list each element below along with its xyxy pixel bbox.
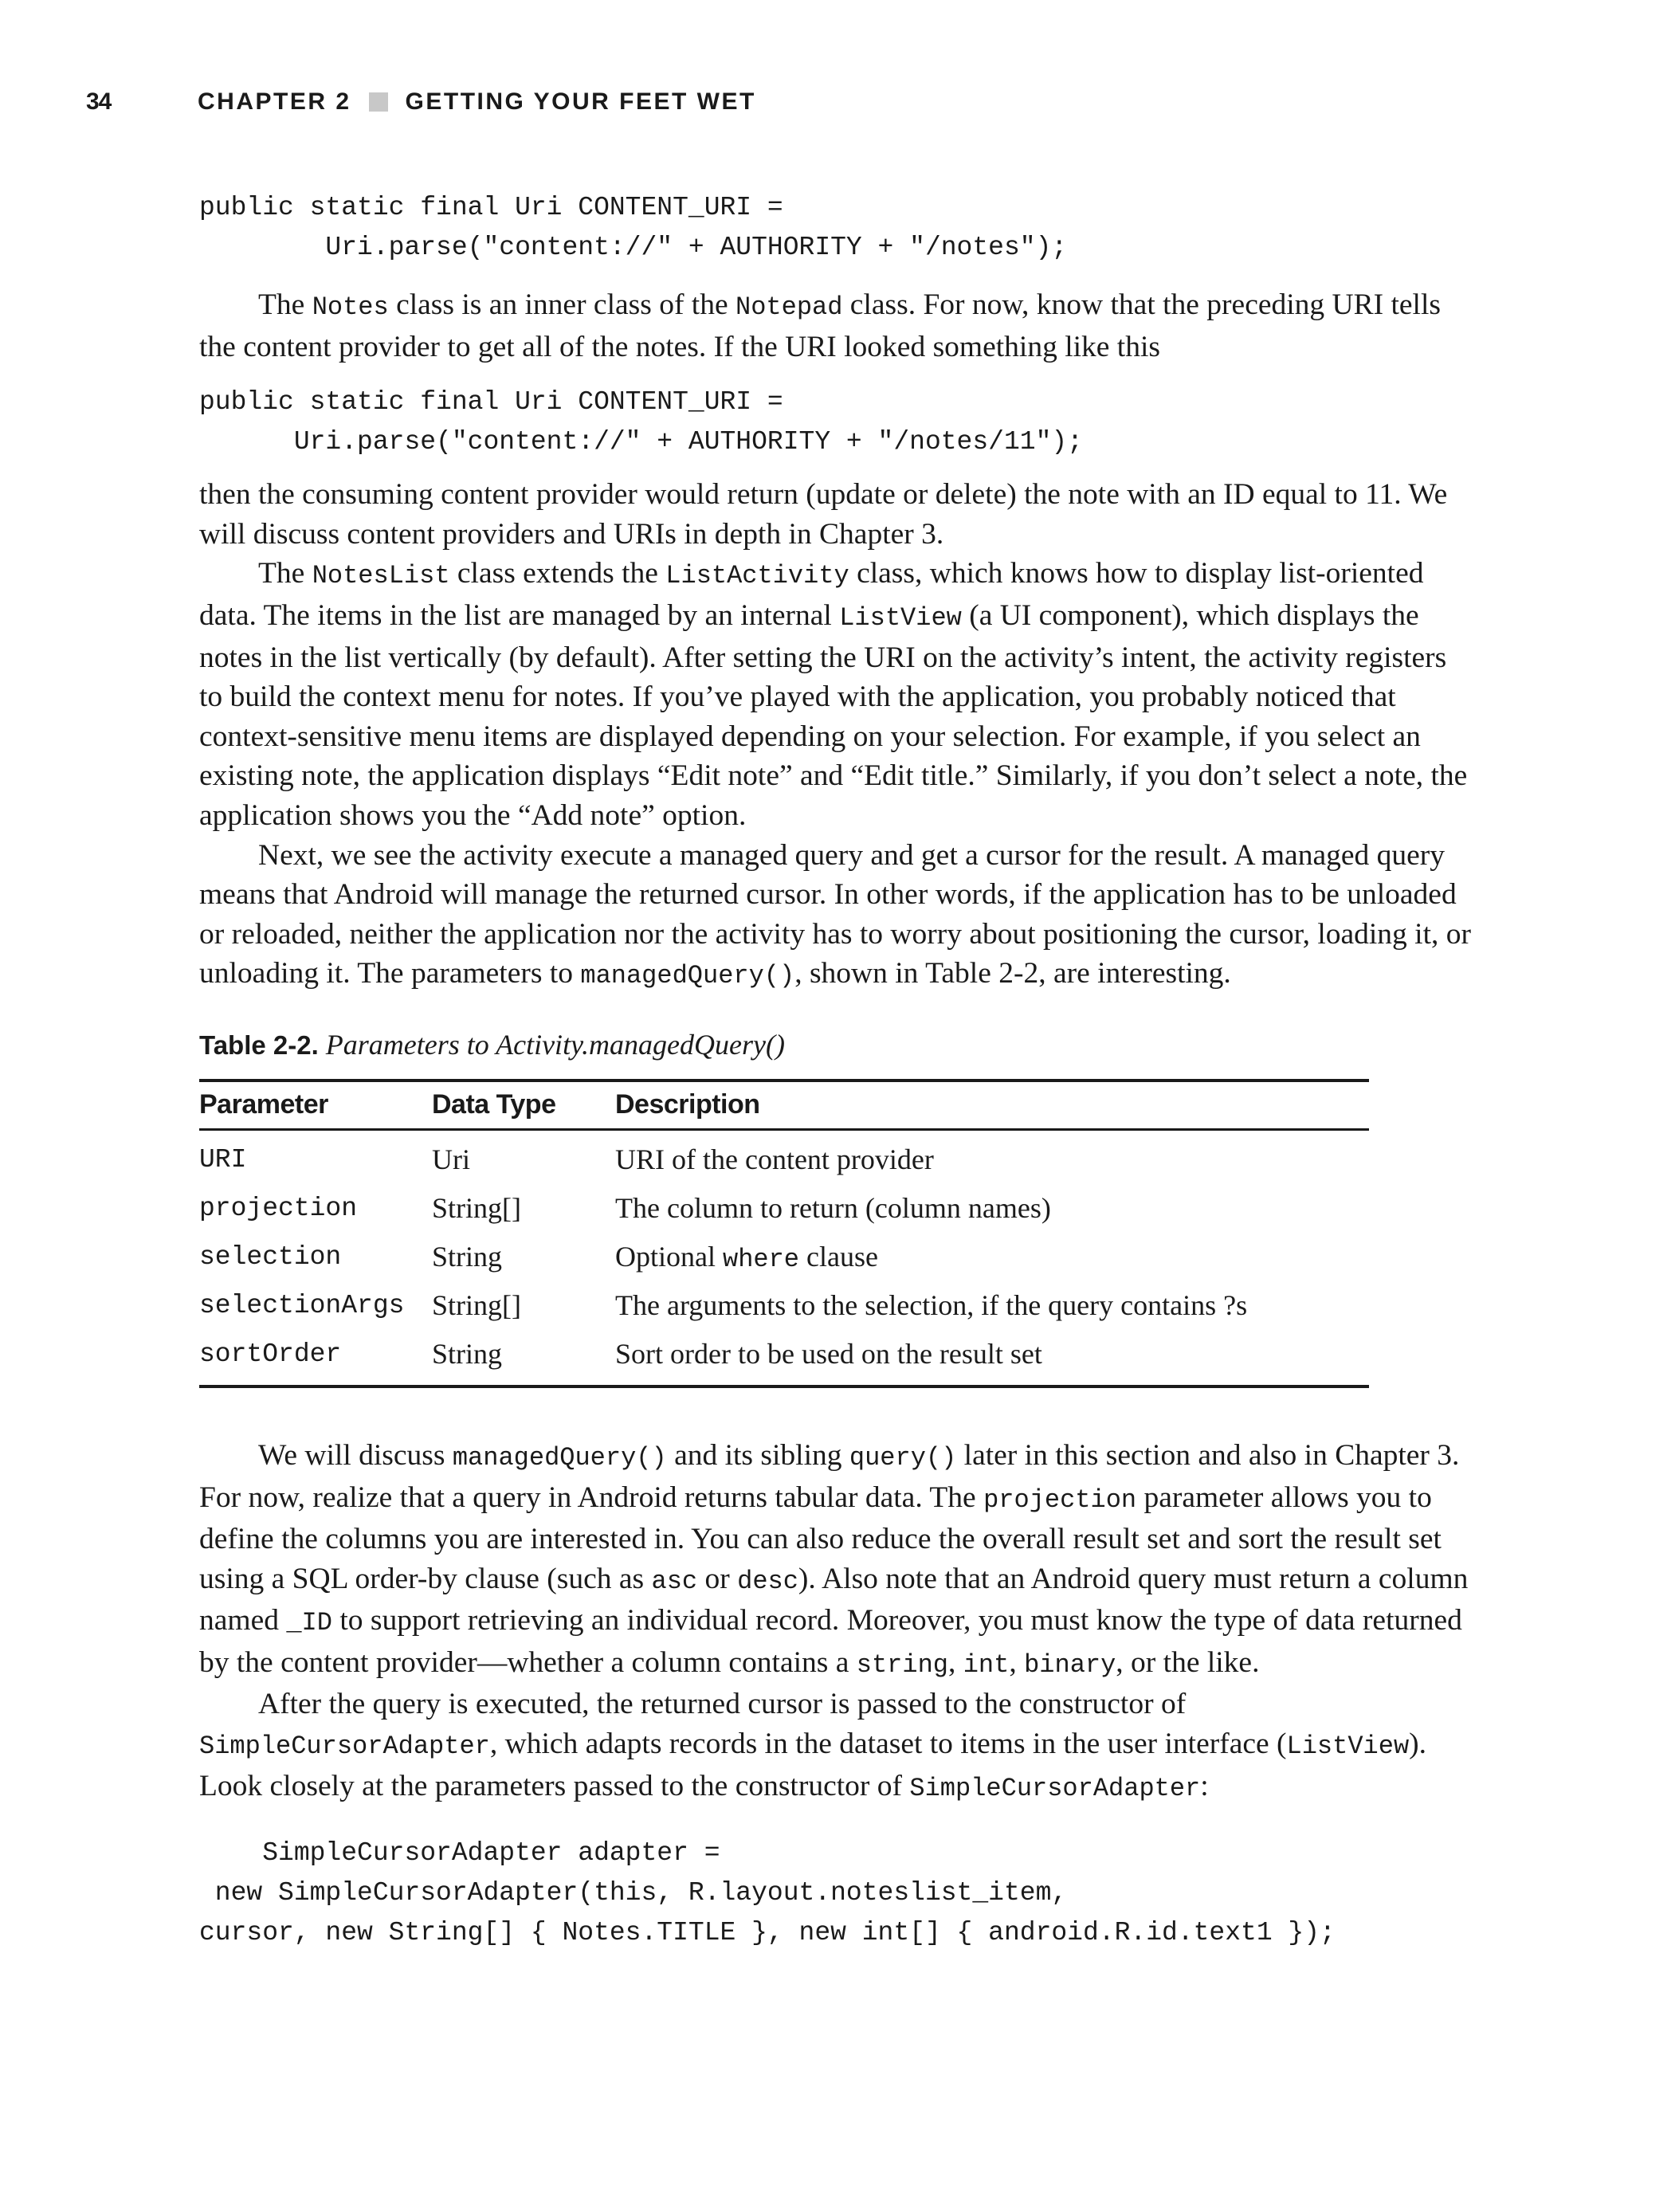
inline-code: string <box>856 1649 948 1680</box>
cell-parameter: selectionArgs <box>199 1290 405 1320</box>
code-line: Uri.parse("content://" + AUTHORITY + "/notes"); <box>199 233 1068 262</box>
text-run: After the query is executed, the returned cursor is passed to the constructor of <box>258 1688 1187 1721</box>
paragraph-notes-class <box>199 285 1474 367</box>
paragraph-noteslist <box>199 554 1474 835</box>
cell-parameter: sortOrder <box>199 1330 432 1386</box>
running-header <box>86 86 756 118</box>
text-run: , which adapts records in the dataset to items in the user interface ( <box>489 1728 1287 1761</box>
column-header-description: Description <box>615 1081 1369 1130</box>
inline-code: SimpleCursorAdapter <box>909 1773 1201 1803</box>
inline-code: ListActivity <box>665 561 849 591</box>
table-row <box>199 1233 1369 1281</box>
inline-code: NotesList <box>312 561 450 591</box>
inline-code: projection <box>983 1484 1137 1515</box>
paragraph-cursor-adapter <box>199 1684 1474 1808</box>
text-run: later in this section and also in Chapter 3. For now, realize that a query in Android returns tabular data. The <box>199 1438 1460 1514</box>
chapter-heading <box>198 88 756 116</box>
code-line: SimpleCursorAdapter adapter = <box>199 1838 720 1869</box>
cell-data-type: String <box>432 1241 503 1273</box>
paragraph-query-discussion <box>199 1436 1474 1685</box>
page-body <box>199 188 1474 1953</box>
code-line: new SimpleCursorAdapter(this, R.layout.noteslist_item, <box>199 1878 1068 1908</box>
cell-data-type: String <box>432 1330 615 1386</box>
text-run: to support retrieving an individual record. Moreover, you must know the type of data returned by the content provider—whether a column contains a <box>199 1604 1462 1679</box>
inline-code: binary <box>1024 1649 1116 1680</box>
table-caption-label: Table 2-2. <box>199 1030 319 1060</box>
inline-code: where <box>722 1244 799 1274</box>
inline-code: asc <box>651 1566 698 1596</box>
code-block-content-uri <box>199 188 1474 268</box>
code-block-content-uri-11 <box>199 382 1474 462</box>
text-run: and its sibling <box>666 1438 849 1472</box>
table-row <box>199 1184 1369 1233</box>
text-run: class extends the <box>449 557 666 590</box>
inline-code: query() <box>849 1442 957 1473</box>
text-run: , <box>1009 1645 1025 1679</box>
text-run: The <box>258 288 312 321</box>
chapter-title: GETTING YOUR FEET WET <box>405 88 756 115</box>
column-header-parameter: Parameter <box>199 1081 432 1130</box>
inline-code: Notepad <box>736 292 843 322</box>
column-header-data-type: Data Type <box>432 1081 615 1130</box>
text-run: clause <box>799 1240 878 1273</box>
text-run: class, which knows how to display list-oriented data. The items in the list are managed by an internal <box>199 557 1424 632</box>
chapter-label: CHAPTER 2 <box>198 88 351 115</box>
cell-parameter: URI <box>199 1144 247 1175</box>
text-run: ). Look closely at the parameters passed to the constructor of <box>199 1728 1427 1802</box>
text-run: parameter allows you to define the columns you are interested in. You can also reduce the overall result set and sort the result set using a SQL order-by clause (such as <box>199 1481 1442 1595</box>
inline-code: _ID <box>286 1608 332 1638</box>
text-run: , <box>947 1645 963 1679</box>
code-line: public static final Uri CONTENT_URI = <box>199 193 783 222</box>
text-run: , or the like. <box>1116 1645 1260 1679</box>
text-run: : <box>1200 1769 1209 1802</box>
cell-data-type: Uri <box>432 1143 470 1176</box>
cell-data-type: String[] <box>432 1289 521 1322</box>
table-row <box>199 1129 1369 1184</box>
inline-code: managedQuery() <box>452 1442 667 1473</box>
text-run: class. For now, know that the preceding URI tells the content provider to get all of the notes. If the URI looked something like this <box>199 288 1441 363</box>
inline-code: int <box>963 1649 1010 1680</box>
text-run: or <box>697 1562 738 1595</box>
paragraph-managed-query <box>199 836 1474 996</box>
cell-description: Sort order to be used on the result set <box>615 1330 1369 1386</box>
inline-code: SimpleCursorAdapter <box>199 1732 490 1762</box>
inline-code: ListView <box>1286 1732 1410 1762</box>
code-line: cursor, new String[] { Notes.TITLE }, new int[] { android.R.id.text1 }); <box>199 1918 1336 1948</box>
inline-code: managedQuery() <box>580 961 795 991</box>
text-run: Optional <box>615 1240 723 1273</box>
inline-code: ListView <box>839 602 962 633</box>
code-line: Uri.parse("content://" + AUTHORITY + "/notes/11"); <box>199 427 1083 457</box>
text-run: (a UI component), which displays the notes in the list vertically (by default). After setting the URI on the activity’s intent, the activity registers to build the context menu for notes. If you’ve played with the application, you probably noticed that context-sensitive menu items are displayed depending on your selection. For example, if you select an existing note, the application displays “Edit note” and “Edit title.” Similarly, if you don’t select a note, the application shows you the “Add note” option. <box>199 598 1468 832</box>
page-number: 34 <box>86 88 112 115</box>
table-caption-title: Parameters to Activity.managedQuery() <box>325 1028 785 1061</box>
inline-code: desc <box>737 1566 798 1596</box>
cell-description <box>615 1233 1369 1281</box>
code-line: public static final Uri CONTENT_URI = <box>199 387 783 418</box>
paragraph-consuming-provider: then the consuming content provider would return (update or delete) the note with an ID equal to 11. We will discuss content providers and URIs in depth in Chapter 3. <box>199 478 1448 551</box>
code-block-simple-cursor-adapter <box>199 1834 1474 1953</box>
text-run: We will discuss <box>258 1438 453 1472</box>
text-run: class is an inner class of the <box>388 288 736 321</box>
cell-parameter: selection <box>199 1241 342 1272</box>
parameters-table <box>199 1079 1369 1388</box>
cell-description: The arguments to the selection, if the query contains ?s <box>615 1289 1248 1322</box>
cell-description: URI of the content provider <box>615 1143 934 1176</box>
cell-parameter: projection <box>199 1193 358 1223</box>
table-header-row <box>199 1081 1369 1130</box>
inline-code: Notes <box>312 292 389 322</box>
text-run: Next, we see the activity execute a managed query and get a cursor for the result. A managed query means that Android will manage the returned cursor. In other words, if the application has to be unloaded or reloaded, neither the application nor the activity has to worry about positioning the cursor, loading it, or unloading it. The parameters to <box>199 838 1472 990</box>
text-run: ). Also note that an Android query must return a column named <box>199 1562 1469 1637</box>
text-run: , shown in Table 2-2, are interesting. <box>794 957 1231 990</box>
table-row <box>199 1281 1369 1330</box>
cell-data-type: String[] <box>432 1192 521 1225</box>
text-run: The <box>258 557 312 590</box>
table-row <box>199 1330 1369 1386</box>
separator-square-icon <box>369 92 388 112</box>
table-caption <box>199 1028 1474 1061</box>
cell-description: The column to return (column names) <box>615 1192 1051 1225</box>
